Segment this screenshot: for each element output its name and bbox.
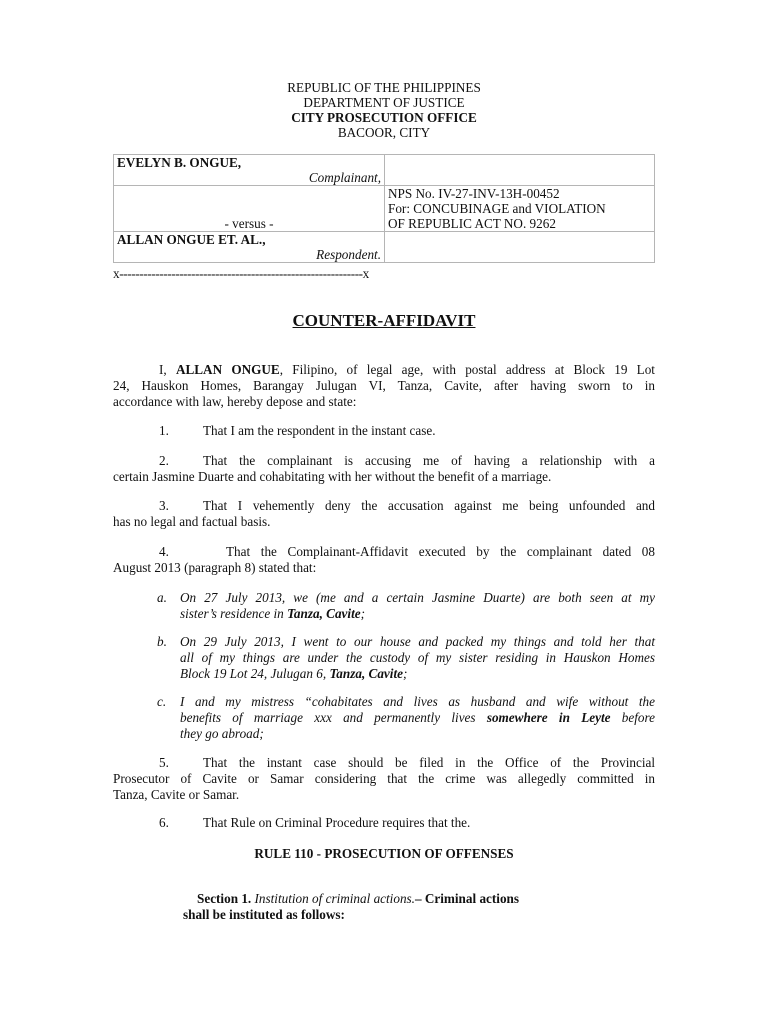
respondent-cell — [114, 232, 385, 263]
section-1 — [183, 891, 519, 923]
case-number-cell — [385, 186, 655, 232]
item-4-paragraph — [113, 544, 655, 576]
intro-line1: I, ALLAN ONGUE, Filipino, of legal age, with postal address at Block 19 Lot — [159, 362, 655, 377]
item-3-paragraph — [113, 498, 655, 530]
item-3-line1: That I vehemently deny the accusation against me being unfounded and — [203, 498, 655, 513]
letterhead-republic: REPUBLIC OF THE PHILIPPINES — [287, 80, 481, 95]
rule-heading: RULE 110 - PROSECUTION OF OFFENSES — [254, 846, 514, 861]
case-for-line1: For: CONCUBINAGE and VIOLATION — [388, 201, 606, 216]
quote-a-letter: a. — [157, 590, 167, 605]
document-title: COUNTER-AFFIDAVIT — [292, 311, 476, 330]
quote-a-line1: On 27 July 2013, we (me and a certain Jasmine Duarte) are both seen at my — [180, 590, 655, 605]
letterhead-city: BACOOR, CITY — [337, 125, 431, 140]
case-caption-table — [113, 154, 655, 263]
quote-c-line3: they go abroad; — [180, 726, 264, 741]
item-3-line2: has no legal and factual basis. — [113, 514, 271, 529]
letterhead-department: DEPARTMENT OF JUSTICE — [303, 95, 465, 110]
item-5-paragraph — [113, 755, 655, 803]
quote-b-line2: all of my things are under the custody of my sister residing in Hauskon Homes — [180, 650, 655, 665]
item-1-text: That I am the respondent in the instant case. — [203, 423, 436, 438]
letterhead-office: CITY PROSECUTION OFFICE — [291, 110, 477, 125]
item-1-number: 1. — [159, 423, 169, 438]
quote-c-line1: I and my mistress “cohabitates and lives as husband and wife without the — [180, 694, 655, 709]
quote-b-line1: On 29 July 2013, I went to our house and packed my things and told her that — [180, 634, 655, 649]
quote-c-line2: benefits of marriage xxx and permanently lives somewhere in Leyte before — [180, 710, 655, 725]
section-1-line2: shall be instituted as follows: — [183, 907, 345, 922]
quote-b — [180, 634, 655, 682]
affiant-name: ALLAN ONGUE — [175, 362, 280, 377]
quote-c-letter: c. — [157, 694, 167, 709]
case-number: NPS No. IV-27-INV-13H-00452 — [388, 186, 560, 201]
caption-empty-cell-bottom — [385, 232, 655, 263]
caption-empty-cell-top — [385, 155, 655, 186]
section-1-title: Institution of criminal actions. — [254, 891, 415, 906]
item-2-number: 2. — [159, 453, 169, 468]
item-6-text: That Rule on Criminal Procedure requires that the. — [203, 815, 471, 830]
complainant-cell — [114, 155, 385, 186]
intro-paragraph — [113, 362, 655, 410]
caption-separator: x-------------------------------------------------------------x — [113, 266, 369, 281]
item-5-line3: Tanza, Cavite or Samar. — [113, 787, 240, 802]
letterhead — [0, 80, 768, 140]
item-2-paragraph — [113, 453, 655, 485]
respondent-name: ALLAN ONGUE ET. AL., — [117, 232, 266, 247]
respondent-label: Respondent. — [316, 247, 381, 262]
complainant-name: EVELYN B. ONGUE, — [117, 155, 242, 170]
item-3-number: 3. — [159, 498, 169, 513]
quote-c — [180, 694, 655, 742]
quote-a — [180, 590, 655, 622]
item-5-line2: Prosecutor of Cavite or Samar considering that the crime was allegedly committed in — [113, 771, 655, 786]
case-for-line2: OF REPUBLIC ACT NO. 9262 — [388, 216, 556, 231]
item-2-line1: That the complainant is accusing me of having a relationship with a — [203, 453, 655, 468]
complainant-label: Complainant, — [308, 170, 381, 185]
intro-line3: accordance with law, hereby depose and state: — [113, 394, 357, 409]
item-6-number: 6. — [159, 815, 169, 830]
item-2-line2: certain Jasmine Duarte and cohabitating with her without the benefit of a marriage. — [113, 469, 552, 484]
item-4-number: 4. — [159, 544, 169, 559]
versus-cell — [114, 186, 385, 232]
section-1-line1: Section 1. Institution of criminal actions.– Criminal actions — [197, 891, 520, 906]
versus-text: - versus - — [224, 216, 274, 231]
quote-a-line2: sister’s residence in Tanza, Cavite; — [180, 606, 365, 621]
item-4-line1: That the Complainant-Affidavit executed by the complainant dated 08 — [226, 544, 655, 559]
item-4-line2: August 2013 (paragraph 8) stated that: — [113, 560, 317, 575]
item-5-line1: That the instant case should be filed in the Office of the Provincial — [203, 755, 655, 770]
intro-line2: 24, Hauskon Homes, Barangay Julugan VI, Tanza, Cavite, after having sworn to in — [113, 378, 655, 393]
item-5-number: 5. — [159, 755, 169, 770]
quote-b-line3: Block 19 Lot 24, Julugan 6, Tanza, Cavite; — [180, 666, 408, 681]
quote-b-letter: b. — [157, 634, 167, 649]
